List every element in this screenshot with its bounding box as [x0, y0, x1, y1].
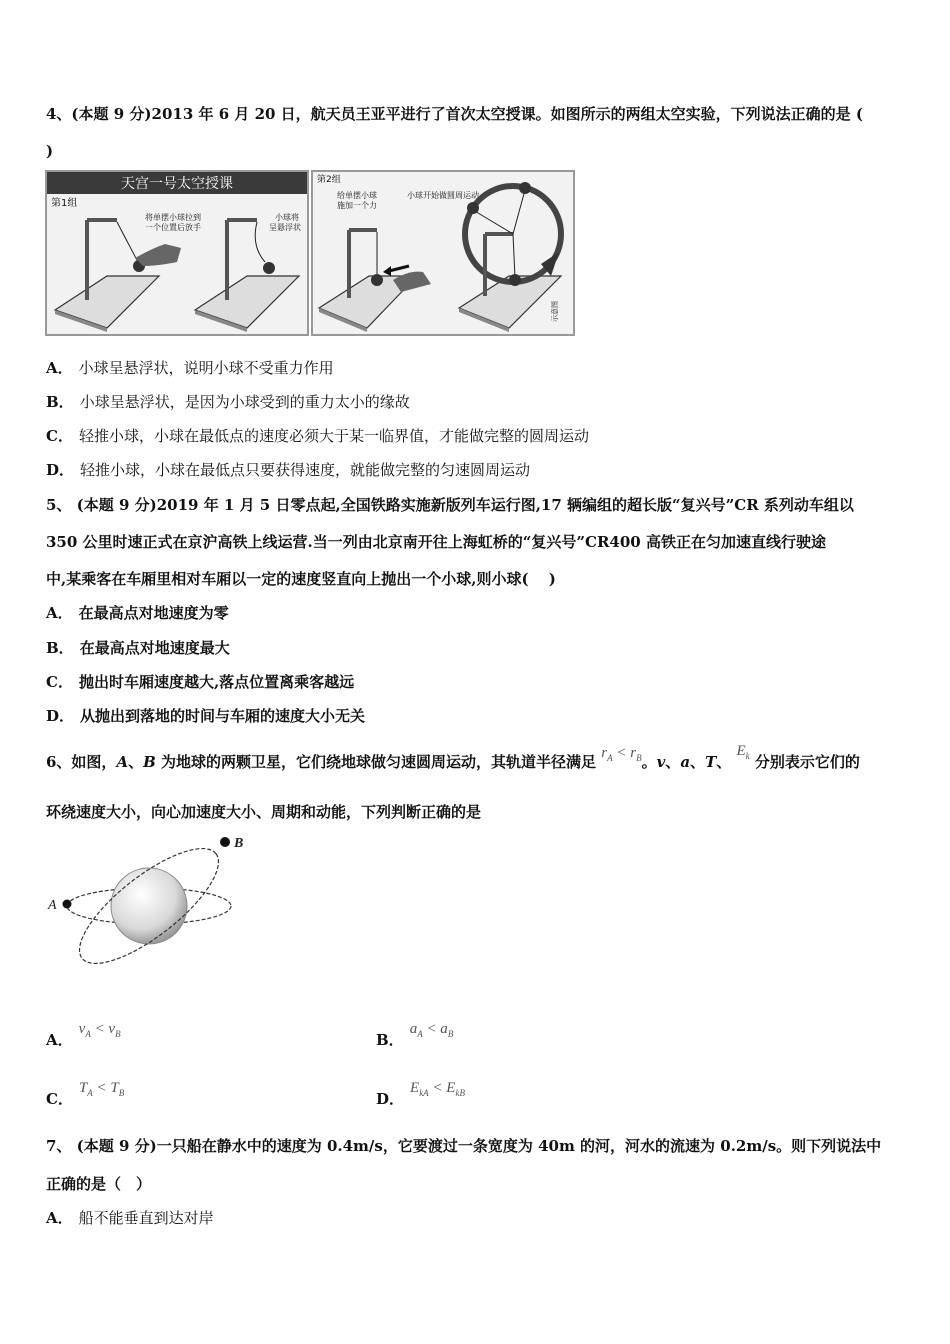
q6-option-a[interactable]: A．$v_A < v_B$	[46, 1021, 121, 1049]
q4-stem-line2: )	[46, 142, 54, 160]
q5-option-b[interactable]: B． 在最高点对地速度最大	[46, 639, 230, 657]
q5-option-a[interactable]: A． 在最高点对地速度为零	[46, 604, 229, 622]
q4-option-c[interactable]: C． 轻推小球，小球在最低点的速度必须大于某一临界值，才能做完整的圆周运动	[46, 427, 589, 445]
svg-text:示意图: 示意图	[551, 301, 559, 322]
q4-option-d[interactable]: D． 轻推小球，小球在最低点只要获得速度，就能做完整的匀速圆周运动	[46, 461, 531, 479]
q6-option-c[interactable]: C．$T_A < T_B$	[46, 1080, 125, 1108]
label-a: A	[48, 898, 57, 913]
q4-group1-label: 第1组	[51, 198, 78, 209]
satellite-b	[220, 837, 230, 847]
q4-group2-label: 第2组	[317, 175, 341, 185]
svg-text:小球将: 小球将	[275, 213, 299, 222]
q4-figure-group1	[45, 170, 309, 336]
q4-banner: 天宫一号太空授课	[121, 176, 233, 192]
q6-condition-math: $r_A < r_B$	[601, 745, 642, 763]
q4-option-b[interactable]: B． 小球呈悬浮状，是因为小球受到的重力太小的缘故	[46, 393, 410, 411]
q7-stem-line1: 7、 (本题 9 分)一只船在静水中的速度为 0.4m/s，它要渡过一条宽度为 40m 的河，河水的流速为 0.2m/s。则下列说法中	[46, 1137, 882, 1155]
q6-orbit-figure	[44, 830, 254, 985]
q5-option-c[interactable]: C． 抛出时车厢速度越大,落点位置离乘客越远	[46, 673, 355, 691]
label-b: B	[234, 836, 244, 851]
svg-text:一个位置后放手: 一个位置后放手	[145, 223, 201, 232]
satellite-a	[63, 900, 72, 909]
q4-stem-line1: 4、(本题 9 分)2013 年 6 月 20 日，航天员王亚平进行了首次太空授课。如图所示的两组太空实验，下列说法正确的是 (	[46, 105, 864, 123]
q5-option-d[interactable]: D． 从抛出到落地的时间与车厢的速度大小无关	[46, 707, 366, 725]
q7-stem-line2: 正确的是（ ）	[46, 1175, 152, 1193]
q4-option-a[interactable]: A． 小球呈悬浮状，说明小球不受重力作用	[46, 359, 334, 377]
svg-text:给单摆小球: 给单摆小球	[337, 191, 377, 200]
q6-stem-line2: 环绕速度大小，向心加速度大小、周期和动能，下列判断正确的是	[46, 803, 482, 821]
q5-stem-line3: 中,某乘客在车厢里相对车厢以一定的速度竖直向上抛出一个小球,则小球( )	[46, 570, 556, 588]
q6-option-d[interactable]: D．$E_{kA} < E_{kB}$	[376, 1080, 465, 1108]
q5-stem-line2: 350 公里时速正式在京沪高铁上线运营.当一列由北京南开往上海虹桥的“复兴号”CR400 高铁正在匀加速直线行驶途	[46, 533, 826, 551]
q4-figure-group2	[311, 170, 575, 336]
q5-stem-line1: 5、 (本题 9 分)2019 年 1 月 5 日零点起,全国铁路实施新版列车运行图,17 辆编组的超长版“复兴号”CR 系列动车组以	[46, 496, 854, 514]
q6-ek-math: $E_k$	[736, 743, 750, 761]
svg-text:呈悬浮状: 呈悬浮状	[269, 223, 301, 232]
svg-text:将单摆小球拉到: 将单摆小球拉到	[145, 213, 201, 222]
q7-option-a[interactable]: A． 船不能垂直到达对岸	[46, 1209, 214, 1227]
q6-option-b[interactable]: B．$a_A < a_B$	[376, 1021, 454, 1049]
svg-text:施加一个力: 施加一个力	[337, 201, 377, 210]
q6-stem-line1: 6、如图，A、B 为地球的两颗卫星，它们绕地球做匀速圆周运动，其轨道半径满足 $r_A < r_B$。v、a、T、 $E_k$ 分别表示它们的	[46, 743, 860, 771]
svg-text:小球开始做圆周运动: 小球开始做圆周运动	[407, 191, 479, 200]
